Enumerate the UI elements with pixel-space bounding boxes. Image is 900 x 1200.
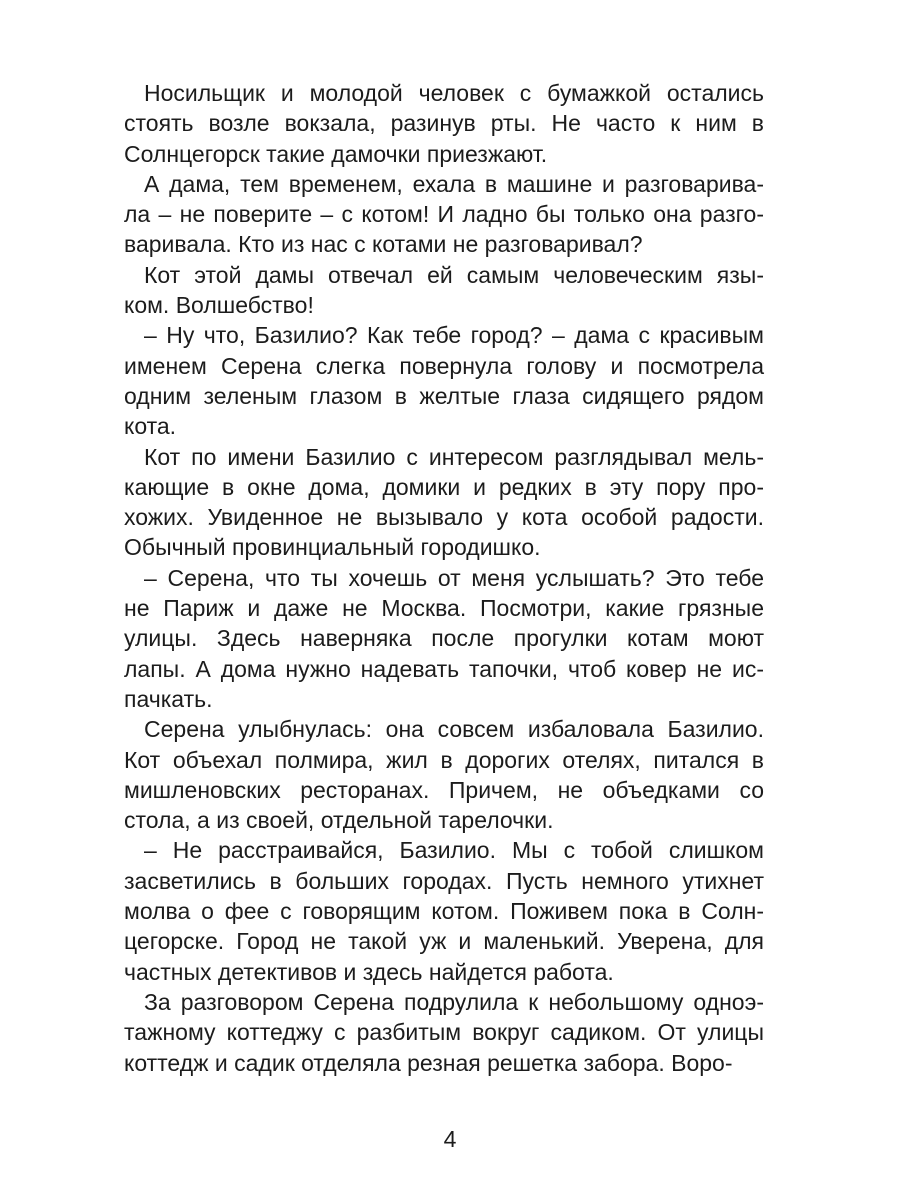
text-line: пачкать. <box>124 685 213 712</box>
text-line: цегорске. Город не такой уж и маленький. Уверена, для <box>124 928 764 955</box>
text-line: одним зеленым глазом в желтые глаза сидящего рядом <box>124 382 764 409</box>
text-line: А дама, тем временем, ехала в машине и разговарива- <box>144 170 764 197</box>
page-number: 4 <box>443 1126 457 1152</box>
text-line: Кот объехал полмира, жил в дорогих отелях, питался в <box>124 746 764 773</box>
paragraph <box>124 260 764 321</box>
text-line: Носильщик и молодой человек с бумажкой остались <box>144 80 764 106</box>
paragraph <box>124 169 764 260</box>
text-line: коттедж и садик отделяла резная решетка забора. Воро- <box>124 1049 733 1076</box>
text-line: За разговором Серена подрулила к небольшому одноэ- <box>144 988 764 1015</box>
text-line: не Париж и даже не Москва. Посмотри, какие грязные <box>124 595 764 622</box>
text-line: стола, а из своей, отдельной тарелочки. <box>124 807 554 834</box>
text-line: ком. Волшебство! <box>124 292 314 319</box>
text-line: тажному коттеджу с разбитым вокруг садиком. От улицы <box>124 1019 764 1046</box>
text-line: молва о фее с говорящим котом. Поживем пока в Солн- <box>124 898 764 925</box>
paragraph <box>124 78 764 169</box>
text-line: ла – не поверите – с котом! И ладно бы только она разго- <box>124 201 764 228</box>
paragraph <box>124 442 764 563</box>
paragraph <box>124 563 764 714</box>
text-line: – Серена, что ты хочешь от меня услышать? Это тебе <box>144 564 764 591</box>
text-line: Кот этой дамы отвечал ей самым человеческим язы- <box>144 261 764 288</box>
text-line: Обычный провинциальный городишко. <box>124 534 541 561</box>
text-line: именем Серена слегка повернула голову и посмотрела <box>124 352 764 379</box>
text-line: кота. <box>124 413 177 440</box>
text-line: кающие в окне дома, домики и редких в эту пору про- <box>124 473 764 500</box>
text-line: мишленовских ресторанах. Причем, не объедками со <box>124 776 764 803</box>
paragraph <box>124 987 764 1078</box>
text-line: – Ну что, Базилио? Как тебе город? – дама с красивым <box>144 322 764 349</box>
text-line: хожих. Увиденное не вызывало у кота особой радости. <box>124 504 764 531</box>
paragraph <box>124 835 764 986</box>
text-line: засветились в больших городах. Пусть немного утихнет <box>124 867 764 894</box>
text-line: – Не расстраивайся, Базилио. Мы с тобой слишком <box>144 837 764 864</box>
text-line: лапы. А дома нужно надевать тапочки, чтоб ковер не ис- <box>124 655 764 682</box>
paragraph <box>124 320 764 441</box>
text-line: частных детективов и здесь найдется работа. <box>124 958 614 985</box>
text-line: улицы. Здесь наверняка после прогулки котам моют <box>124 625 764 652</box>
text-line: варивала. Кто из нас с котами не разговаривал? <box>124 231 643 258</box>
paragraph <box>124 714 764 835</box>
text-line: стоять возле вокзала, разинув рты. Не часто к ним в <box>124 110 764 137</box>
text-line: Солнцегорск такие дамочки приезжают. <box>124 140 548 167</box>
text-line: Серена улыбнулась: она совсем избаловала Базилио. <box>144 716 764 743</box>
body-text <box>124 78 764 1078</box>
text-line: Кот по имени Базилио с интересом разглядывал мель- <box>144 443 764 470</box>
